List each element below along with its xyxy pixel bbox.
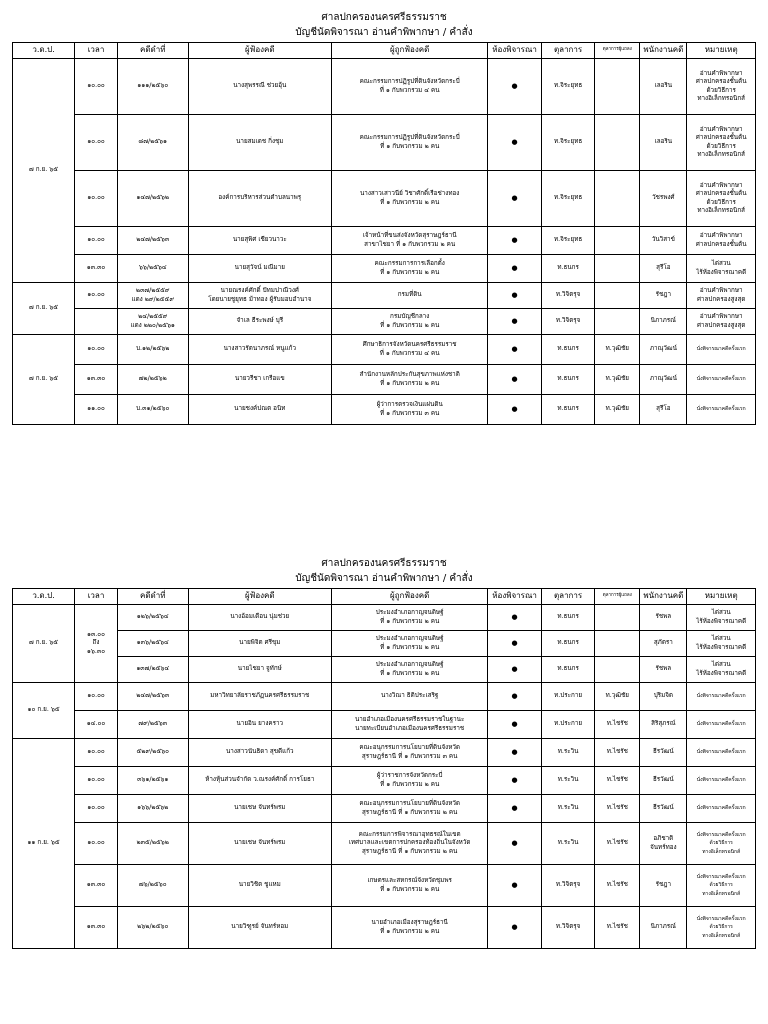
officer-cell: ปุริมจิต [640, 683, 687, 711]
presenter-cell [595, 605, 640, 631]
officer-cell: รัชฎา [640, 865, 687, 907]
time-cell: ๑๐.๐๐ [75, 335, 118, 365]
table-row [13, 255, 756, 283]
officer-cell: ธีรวัฒน์ [640, 739, 687, 767]
defendant-cell: สำนักงานหลักประกันสุขภาพแห่งชาติ ที่ ๑ กับพวกรวม ๒ คน [332, 365, 488, 395]
presenter-cell: ท.วุฒิชัย [595, 395, 640, 425]
room-cell: ● [488, 227, 542, 255]
plaintiff-cell: นางสุพรรณี ช่วยอุ้น [188, 59, 331, 115]
defendant-cell: ศึกษาธิการจังหวัดนครศรีธรรมราช ที่ ๑ กับพวกรวม ๔ คน [332, 335, 488, 365]
room-cell: ● [488, 115, 542, 171]
time-cell: ๑๐.๐๐ [75, 227, 118, 255]
judge-cell: ท.วิจิตรุจ [541, 907, 595, 949]
room-cell: ● [488, 739, 542, 767]
schedule-table [12, 588, 756, 949]
defendant-cell: ประมงอำเภอกาญจนดิษฐ์ ที่ ๑ กับพวกรวม ๒ คน [332, 657, 488, 683]
judge-cell: ท.ระวิน [541, 795, 595, 823]
defendant-cell: คณะกรรมการปฏิรูปที่ดินจังหวัดกระบี่ ที่ ๑ กับพวกรวม ๔ คน [332, 59, 488, 115]
judge-cell: ท.ธนกร [541, 335, 595, 365]
judge-cell: ท.จิระยุทธ [541, 59, 595, 115]
table-row [13, 365, 756, 395]
room-cell: ● [488, 865, 542, 907]
room-cell: ● [488, 795, 542, 823]
judge-cell: ท.ธนกร [541, 255, 595, 283]
date-cell: ๗ ก.ย. ๖๕ [13, 59, 75, 283]
column-header: คดีดำที่ [117, 43, 188, 59]
column-header: พนักงานคดี [640, 43, 687, 59]
case-number-cell: ๓๖๑/๒๕๖๑ [117, 767, 188, 795]
room-cell: ● [488, 823, 542, 865]
room-cell: ● [488, 711, 542, 739]
presenter-cell: ท.ไชรัช [595, 865, 640, 907]
room-cell: ● [488, 683, 542, 711]
defendant-cell: ประมงอำเภอกาญจนดิษฐ์ ที่ ๑ กับพวกรวม ๒ คน [332, 631, 488, 657]
time-cell: ๑๐.๐๐ [75, 59, 118, 115]
officer-cell: สุรีโอ [640, 395, 687, 425]
case-number-cell: ๑๓๗/๒๕๖๔ [117, 657, 188, 683]
table-row [13, 309, 756, 335]
judge-cell: ท.ระวิน [541, 823, 595, 865]
defendant-cell: คณะอนุกรรมการนโยบายที่ดินจังหวัด สุราษฎร์ธานี ที่ ๑ กับพวกรวม ๒ คน [332, 795, 488, 823]
presenter-cell: ท.ไชรัช [595, 739, 640, 767]
table-row [13, 335, 756, 365]
schedule-sheet-2 [12, 556, 756, 949]
presenter-cell: ท.ไชรัช [595, 823, 640, 865]
officer-cell: ธีรวัฒน์ [640, 767, 687, 795]
case-number-cell: ๒๔/๒๕๕๙ แดง ๒๒๐/๒๕๖๑ [117, 309, 188, 335]
time-cell: ๑๓.๓๐ [75, 365, 118, 395]
column-header: ผู้ถูกฟ้องคดี [332, 43, 488, 59]
note-cell: นั่งพิจารณาคดีครั้งแรก ด้วยวิธีการ ทางอิเล็กทรอนิกส์ [687, 907, 756, 949]
column-header: หมายเหตุ [687, 589, 756, 605]
date-cell: ๗ ก.ย. ๖๕ [13, 605, 75, 683]
time-cell: ๑๔.๐๐ [75, 711, 118, 739]
judge-cell: ท.วิจิตรุจ [541, 865, 595, 907]
table-row [13, 283, 756, 309]
table-row [13, 631, 756, 657]
plaintiff-cell: นายวิชิต ชูแหม [188, 865, 331, 907]
defendant-cell: กรมบัญชีกลาง ที่ ๑ กับพวกรวม ๒ คน [332, 309, 488, 335]
column-header: พนักงานคดี [640, 589, 687, 605]
defendant-cell: นางสาวเสาวนีย์ วิชาศักดิ์เรือช่างทอง ที่ ๑ กับพวกรวม ๒ คน [332, 171, 488, 227]
room-cell: ● [488, 767, 542, 795]
officer-cell: รัชพล [640, 605, 687, 631]
plaintiff-cell: นายไชยา จูทักษ์ [188, 657, 331, 683]
schedule-table [12, 42, 756, 425]
case-number-cell: ๑๔๗/๒๕๖๒ [117, 171, 188, 227]
note-cell: อ่านคำพิพากษา ศาลปกครองชั้นต้น ด้วยวิธีการ ทางอิเล็กทรอนิกส์ [687, 115, 756, 171]
note-cell: อ่านคำพิพากษา ศาลปกครองสูงสุด [687, 283, 756, 309]
column-header: ห้องพิจารณา [488, 589, 542, 605]
date-cell: ๗ ก.ย. ๖๕ [13, 283, 75, 335]
officer-cell: เลอริน [640, 59, 687, 115]
presenter-cell [595, 115, 640, 171]
table-row [13, 795, 756, 823]
time-cell: ๑๐.๐๐ [75, 823, 118, 865]
column-header: ว.ด.ป. [13, 589, 75, 605]
note-cell: ไต่สวน ไร้ห้องพิจารณาคดี [687, 605, 756, 631]
judge-cell: ท.ธนกร [541, 657, 595, 683]
judge-cell: ท.ธนกร [541, 365, 595, 395]
court-title: ศาลปกครองนครศรีธรรมราช [321, 12, 447, 23]
table-row [13, 605, 756, 631]
note-cell: อ่านคำพิพากษา ศาลปกครองชั้นต้น ด้วยวิธีการ ทางอิเล็กทรอนิกส์ [687, 59, 756, 115]
schedule-subtitle: บัญชีนัดพิจารณา อ่านคำพิพากษา / คำสั่ง [295, 27, 473, 38]
plaintiff-cell: นายชงค์ปณต อนิท [188, 395, 331, 425]
note-cell: นั่งพิจารณาคดีครั้งแรก [687, 739, 756, 767]
defendant-cell: เกษตรและสหกรณ์จังหวัดชุมพร ที่ ๑ กับพวกรวม ๒ คน [332, 865, 488, 907]
defendant-cell: คณะกรรมการพิจารณาอุทธรณ์ในเขต เทศบาลและเขตการปกครองท้องถิ่นในจังหวัด สุราษฎร์ธานี ที่ ๑ กับพวกรวม ๒ คน [332, 823, 488, 865]
table-row [13, 907, 756, 949]
table-row [13, 171, 756, 227]
presenter-cell: ท.วุฒิชัย [595, 365, 640, 395]
case-number-cell: ๑๑๑/๒๕๖๐ [117, 59, 188, 115]
case-number-cell: ๗๙/๒๕๖๓ [117, 711, 188, 739]
plaintiff-cell: นางอ้อมเดือน นุ่มช่วย [188, 605, 331, 631]
judge-cell: ท.ธนกร [541, 631, 595, 657]
officer-cell: สุภัตรา [640, 631, 687, 657]
presenter-cell [595, 171, 640, 227]
column-header: เวลา [75, 589, 118, 605]
officer-cell: สุรีโอ [640, 255, 687, 283]
plaintiff-cell: นายสมเดช กิ่งชุม [188, 115, 331, 171]
time-cell: ๑๐.๐๐ [75, 115, 118, 171]
room-cell: ● [488, 171, 542, 227]
room-cell: ● [488, 309, 542, 335]
case-number-cell: ๒๓๗/๒๕๕๙ แดง ๒๙/๒๕๕๙ [117, 283, 188, 309]
plaintiff-cell: นายสุวัจน์ มณีมาย [188, 255, 331, 283]
officer-cell: ธีรวัฒน์ [640, 795, 687, 823]
plaintiff-cell: นายสุพิศ เชียวนาวะ [188, 227, 331, 255]
time-cell: ๑๓.๓๐ [75, 255, 118, 283]
note-cell: นั่งพิจารณาคดีครั้งแรก [687, 767, 756, 795]
note-cell: ไต่สวน ไร้ห้องพิจารณาคดี [687, 631, 756, 657]
defendant-cell: นางวิณา ธิติประเสริฐ [332, 683, 488, 711]
time-cell: ๑๓.๓๐ [75, 907, 118, 949]
table-row [13, 739, 756, 767]
column-header: ผู้ถูกฟ้องคดี [332, 589, 488, 605]
column-header: ว.ด.ป. [13, 43, 75, 59]
defendant-cell: กรมที่ดิน [332, 283, 488, 309]
time-cell: ๑๐.๐๐ [75, 795, 118, 823]
officer-cell: วัชรพงศ์ [640, 171, 687, 227]
note-cell: นั่งพิจารณาคดีครั้งแรก [687, 711, 756, 739]
column-header: เวลา [75, 43, 118, 59]
time-cell: ๑๐.๐๐ [75, 767, 118, 795]
time-cell: ๑๐.๐๐ [75, 739, 118, 767]
plaintiff-cell: นายเชษ จันทร์พรม [188, 795, 331, 823]
plaintiff-cell: นายณรงค์ศักดิ์ ปัทมปาณีวงศ์ โดยนายชูยุทธ ม้าทอง ผู้รับมอบอำนาจ [188, 283, 331, 309]
room-cell: ● [488, 283, 542, 309]
plaintiff-cell: มหาวิทยาลัยราชภัฏนครศรีธรรมราช [188, 683, 331, 711]
defendant-cell: นายอำเภอเมืองสุราษฎร์ธานี ที่ ๑ กับพวกรวม ๒ คน [332, 907, 488, 949]
table-row [13, 115, 756, 171]
time-cell: ๑๐.๐๐ [75, 171, 118, 227]
note-cell: อ่านคำพิพากษา ศาลปกครองสูงสุด [687, 309, 756, 335]
officer-cell: นิภาภรณ์ [640, 309, 687, 335]
schedule-subtitle: บัญชีนัดพิจารณา อ่านคำพิพากษา / คำสั่ง [295, 573, 473, 584]
note-cell: อ่านคำพิพากษา ศาลปกครองชั้นต้น ด้วยวิธีการ ทางอิเล็กทรอนิกส์ [687, 171, 756, 227]
presenter-cell [595, 283, 640, 309]
time-cell: ๑๑.๐๐ [75, 395, 118, 425]
defendant-cell: ผู้ว่าการตรวจเงินแผ่นดิน ที่ ๑ กับพวกรวม ๓ คน [332, 395, 488, 425]
room-cell: ● [488, 657, 542, 683]
defendant-cell: คณะอนุกรรมการนโยบายที่ดินจังหวัด สุราษฎร์ธานี ที่ ๑ กับพวกรวม ๓ คน [332, 739, 488, 767]
note-cell: นั่งพิจารณาคดีครั้งแรก [687, 365, 756, 395]
table-row [13, 657, 756, 683]
column-header: คดีดำที่ [117, 589, 188, 605]
column-header: หมายเหตุ [687, 43, 756, 59]
plaintiff-cell: ห้างหุ้นส่วนจำกัด ว.ณรงค์ศักดิ์ การโยธา [188, 767, 331, 795]
presenter-cell: ท.วุฒิชัย [595, 683, 640, 711]
defendant-cell: คณะกรรมการการเลือกตั้ง ที่ ๑ กับพวกรวม ๒ คน [332, 255, 488, 283]
defendant-cell: ประมงอำเภอกาญจนดิษฐ์ ที่ ๑ กับพวกรวม ๒ คน [332, 605, 488, 631]
column-header: ตุลาการ [541, 589, 595, 605]
room-cell: ● [488, 395, 542, 425]
presenter-cell: ท.ไชรัช [595, 767, 640, 795]
case-number-cell: ๒๔๗/๒๕๖๓ [117, 683, 188, 711]
table-row [13, 711, 756, 739]
column-header: ตุลาการผู้แถลง [595, 589, 640, 605]
plaintiff-cell: นางสาวรัตนาภรณ์ หนูแก้ว [188, 335, 331, 365]
schedule-sheet-1 [12, 10, 756, 425]
time-cell: ๑๓.๐๐ ถึง ๑๖.๓๐ [75, 605, 118, 683]
time-cell [75, 309, 118, 335]
room-cell: ● [488, 365, 542, 395]
case-number-cell: ๑๓๖/๒๕๖๔ [117, 631, 188, 657]
date-cell: ๑๑ ก.ย. ๖๕ [13, 739, 75, 949]
officer-cell: เลอริน [640, 115, 687, 171]
date-cell: ๑๐ ก.ย. ๖๕ [13, 683, 75, 739]
table-row [13, 865, 756, 907]
presenter-cell [595, 227, 640, 255]
note-cell: นั่งพิจารณาคดีครั้งแรก [687, 795, 756, 823]
judge-cell: ท.จิระยุทธ [541, 115, 595, 171]
table-row [13, 227, 756, 255]
note-cell: นั่งพิจารณาคดีครั้งแรก ด้วยวิธีการ ทางอิเล็กทรอนิกส์ [687, 823, 756, 865]
date-cell: ๗ ก.ย. ๖๕ [13, 335, 75, 425]
officer-cell: สิริสุภรณ์ [640, 711, 687, 739]
judge-cell: ท.ประกาย [541, 683, 595, 711]
judge-cell: ท.ระวิน [541, 767, 595, 795]
note-cell: ไต่สวน ไร้ห้องพิจารณาคดี [687, 255, 756, 283]
court-title: ศาลปกครองนครศรีธรรมราช [321, 558, 447, 569]
case-number-cell: บ.๓๑/๒๕๖๐ [117, 395, 188, 425]
officer-cell: รัชพล [640, 657, 687, 683]
judge-cell: ท.จิระยุทธ [541, 171, 595, 227]
officer-cell: อภิชาติ จันทร์ทอง [640, 823, 687, 865]
case-number-cell: ๖๖/๒๕๖๔ [117, 255, 188, 283]
room-cell: ● [488, 605, 542, 631]
time-cell: ๑๓.๓๐ [75, 865, 118, 907]
presenter-cell: ท.ไชรัช [595, 711, 640, 739]
plaintiff-cell: องค์การบริหารส่วนตำบลนาพรุ [188, 171, 331, 227]
officer-cell: นิภาภรณ์ [640, 907, 687, 949]
plaintiff-cell: นายวรีชา เกรือแข [188, 365, 331, 395]
judge-cell: ท.ธนกร [541, 605, 595, 631]
defendant-cell: ผู้ว่าราชการจังหวัดกระบี่ ที่ ๑ กับพวกรวม ๒ คน [332, 767, 488, 795]
plaintiff-cell: นายเชษ จันทร์พรม [188, 823, 331, 865]
defendant-cell: เจ้าหน้าที่ขนส่งจังหวัดสุราษฎร์ธานี สาขาไชยา ที่ ๑ กับพวกรวม ๒ คน [332, 227, 488, 255]
judge-cell: ท.วิจิตรุจ [541, 309, 595, 335]
case-number-cell: ๒๖๒/๒๕๖๐ [117, 907, 188, 949]
column-header: ตุลาการ [541, 43, 595, 59]
column-header: ห้องพิจารณา [488, 43, 542, 59]
note-cell: นั่งพิจารณาคดีครั้งแรก [687, 395, 756, 425]
defendant-cell: นายอำเภอเมืองนครศรีธรรมราชในฐานะ นายทะเบียนอำเภอเมืองนครศรีธรรมราช [332, 711, 488, 739]
case-number-cell: ๑๒๖/๒๕๖๔ [117, 605, 188, 631]
note-cell: ไต่สวน ไร้ห้องพิจารณาคดี [687, 657, 756, 683]
table-row [13, 59, 756, 115]
judge-cell: ท.ระวิน [541, 739, 595, 767]
officer-cell: วันวิสาข์ [640, 227, 687, 255]
time-cell: ๑๐.๐๐ [75, 683, 118, 711]
presenter-cell [595, 657, 640, 683]
table-row [13, 767, 756, 795]
note-cell: นั่งพิจารณาคดีครั้งแรก [687, 683, 756, 711]
case-number-cell: ๒๓๕/๒๕๖๒ [117, 823, 188, 865]
presenter-cell: ท.วุฒิชัย [595, 335, 640, 365]
note-cell: นั่งพิจารณาคดีครั้งแรก [687, 335, 756, 365]
officer-cell: ภาณุวัฒน์ [640, 365, 687, 395]
note-cell: อ่านคำพิพากษา ศาลปกครองชั้นต้น [687, 227, 756, 255]
judge-cell: ท.จิระยุทธ [541, 227, 595, 255]
table-row [13, 395, 756, 425]
time-cell: ๑๐.๐๐ [75, 283, 118, 309]
case-number-cell: ๒๔๗/๒๕๖๓ [117, 227, 188, 255]
case-number-cell: บ.๑๒/๒๕๖๒ [117, 335, 188, 365]
case-number-cell: ๗๖/๒๕๖๐ [117, 865, 188, 907]
officer-cell: ภาณุวัฒน์ [640, 335, 687, 365]
column-header: ผู้ฟ้องคดี [188, 589, 331, 605]
room-cell: ● [488, 631, 542, 657]
defendant-cell: คณะกรรมการปฏิรูปที่ดินจังหวัดกระบี่ ที่ ๑ กับพวกรวม ๒ คน [332, 115, 488, 171]
case-number-cell: ๑๖๖/๒๕๖๒ [117, 795, 188, 823]
plaintiff-cell: จำเล ธีระพงษ์ บุรี [188, 309, 331, 335]
room-cell: ● [488, 59, 542, 115]
room-cell: ● [488, 255, 542, 283]
judge-cell: ท.วิจิตรุจ [541, 283, 595, 309]
plaintiff-cell: นายอิน ยางคราว [188, 711, 331, 739]
presenter-cell [595, 59, 640, 115]
note-cell: นั่งพิจารณาคดีครั้งแรก ด้วยวิธีการ ทางอิเล็กทรอนิกส์ [687, 865, 756, 907]
room-cell: ● [488, 335, 542, 365]
presenter-cell [595, 309, 640, 335]
case-number-cell: ๕๒๙/๒๕๖๐ [117, 739, 188, 767]
plaintiff-cell: นายวิฑูรย์ จันทร์หอม [188, 907, 331, 949]
presenter-cell [595, 255, 640, 283]
column-header: ตุลาการผู้แถลง [595, 43, 640, 59]
presenter-cell [595, 631, 640, 657]
officer-cell: รัชฎา [640, 283, 687, 309]
column-header: ผู้ฟ้องคดี [188, 43, 331, 59]
presenter-cell: ท.ไชรัช [595, 795, 640, 823]
table-row [13, 683, 756, 711]
case-number-cell: ๗๒/๒๕๖๒ [117, 365, 188, 395]
case-number-cell: ๘๗/๒๕๖๑ [117, 115, 188, 171]
table-row [13, 823, 756, 865]
plaintiff-cell: นายพิจิต ศรีขุม [188, 631, 331, 657]
judge-cell: ท.ประกาย [541, 711, 595, 739]
judge-cell: ท.ธนกร [541, 395, 595, 425]
plaintiff-cell: นางสาวนันธิดา สุขดีแก้ว [188, 739, 331, 767]
room-cell: ● [488, 907, 542, 949]
presenter-cell: ท.ไชรัช [595, 907, 640, 949]
